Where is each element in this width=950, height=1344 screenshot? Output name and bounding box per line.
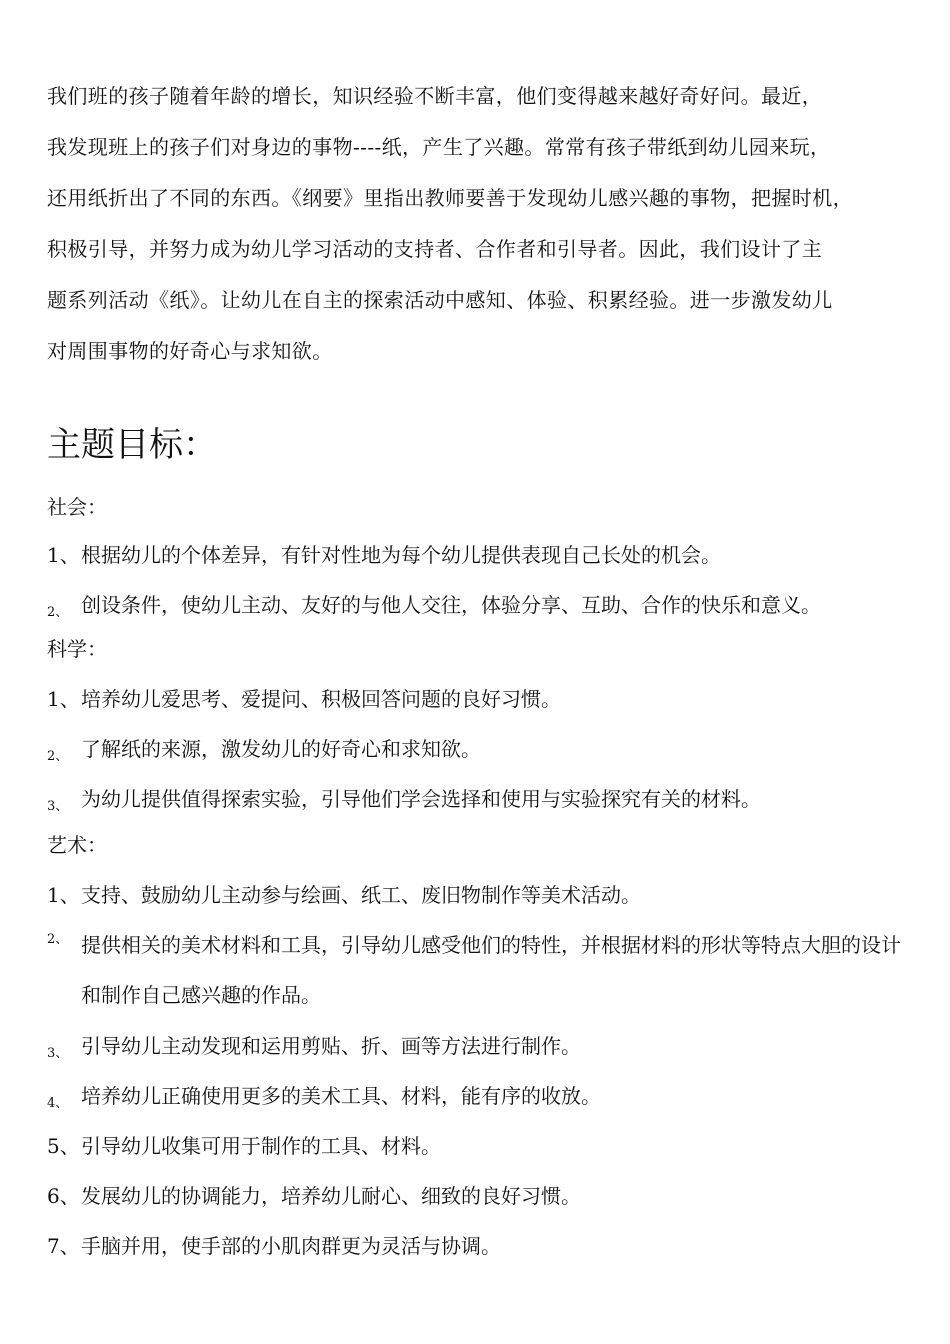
item-number: 7、 [47,1234,80,1258]
intro-paragraph [47,84,909,363]
intro-line: 我发现班上的孩子们对身边的事物----纸，产生了兴趣。常常有孩子带纸到幼儿园来玩， [47,135,831,159]
item-number: 2、 [47,605,69,620]
item-number: 6、 [47,1184,80,1208]
list-item [47,737,909,764]
list-item [47,593,909,620]
item-number: 1、 [47,543,80,567]
list-item [47,543,909,567]
intro-line: 题系列活动《纸》。让幼儿在自主的探索活动中感知、体验、积累经验。进一步激发幼儿 [47,288,833,312]
item-text: 引导幼儿主动发现和运用剪贴、折、画等方法进行制作。 [81,1034,581,1058]
list-item [47,787,909,814]
item-number: 2、 [47,749,69,764]
list-item [47,1184,909,1208]
item-number: 5、 [47,1134,80,1158]
document-page [47,84,909,1258]
item-text: 发展幼儿的协调能力，培养幼儿耐心、细致的良好习惯。 [81,1184,581,1208]
item-number: 1、 [47,687,80,711]
item-number: 4、 [47,1096,69,1111]
item-number: 2、 [47,932,69,947]
item-text: 为幼儿提供值得探索实验，引导他们学会选择和使用与实验探究有关的材料。 [81,787,761,811]
item-number: 1、 [47,883,80,907]
list-item [47,920,909,1020]
item-number: 3、 [47,799,69,814]
intro-line: 还用纸折出了不同的东西。《纲要》里指出教师要善于发现幼儿感兴趣的事物，把握时机， [47,186,853,210]
item-number: 3、 [47,1046,69,1061]
list-item [47,687,909,711]
category-label-science: 科学： [47,637,107,661]
intro-line: 积极引导，并努力成为幼儿学习活动的支持者、合作者和引导者。因此，我们设计了主 [47,237,823,261]
section-heading: 主题目标： [47,425,217,465]
list-item [47,1084,909,1111]
item-text: 手脑并用，使手部的小肌肉群更为灵活与协调。 [81,1234,501,1258]
category-label-social: 社会： [47,495,107,519]
list-item [47,1134,909,1158]
item-text: 了解纸的来源，激发幼儿的好奇心和求知欲。 [81,737,481,761]
item-text: 支持、鼓励幼儿主动参与绘画、纸工、废旧物制作等美术活动。 [81,883,641,907]
list-item [47,1034,909,1061]
item-text: 创设条件，使幼儿主动、友好的与他人交往，体验分享、互助、合作的快乐和意义。 [81,593,821,617]
item-text: 培养幼儿正确使用更多的美术工具、材料，能有序的收放。 [81,1084,601,1108]
list-item [47,1234,909,1258]
item-text: 引导幼儿收集可用于制作的工具、材料。 [81,1134,441,1158]
item-text: 培养幼儿爱思考、爱提问、积极回答问题的良好习惯。 [81,687,561,711]
item-text: 根据幼儿的个体差异，有针对性地为每个幼儿提供表现自己长处的机会。 [81,543,721,567]
category-label-art: 艺术： [47,833,107,857]
list-item [47,883,909,907]
item-text: 提供相关的美术材料和工具，引导幼儿感受他们的特性，并根据材料的形状等特点大胆的设计和制作自己感兴趣的作品。 [81,933,901,1007]
intro-line: 我们班的孩子随着年龄的增长，知识经验不断丰富，他们变得越来越好奇好问。最近， [47,84,823,108]
intro-line: 对周围事物的好奇心与求知欲。 [47,339,333,363]
